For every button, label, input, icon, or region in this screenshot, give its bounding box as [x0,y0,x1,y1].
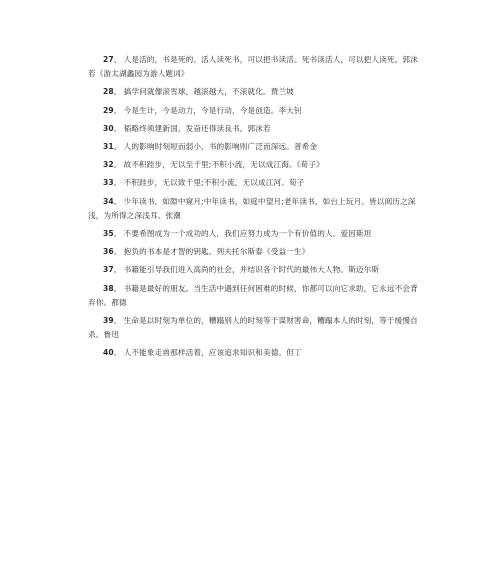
quote-item-38 [88,282,418,310]
quote-number: 37． [103,265,122,275]
quote-text: 抱负的书本是才智的钥匙。列夫托尔斯泰《受益一生》 [123,247,310,257]
quote-number: 28． [103,87,122,97]
quote-item-40 [88,346,418,360]
quote-text: 故不积跬步，无以至千里;不积小流，无以成江海。《荀子》 [123,160,324,170]
quote-text: 书籍能引导我们进入高尚的社会，并结识各个时代的最伟大人物。斯迈尔斯 [123,265,380,275]
quote-text: 韬略终须建新国，发奋还得读良书。郭沫若 [123,123,271,133]
quote-text: 书籍是最好的朋友。当生活中遇到任何困难的时候，你都可以向它求助，它永远不会背弃你。都德 [88,283,418,307]
quote-text: 人是活的，书是死的。活人读死书，可以把书读活。死书读活人，可以把人读死。郭沫若《游太湖蠡园为游人题词》 [88,55,418,79]
quote-item-29 [88,104,418,118]
quote-item-37 [88,263,418,277]
quote-text: 今是生计，今是动力，今是行动，今是创造。李大钊 [123,105,302,115]
quote-item-35 [88,227,418,241]
quote-text: 人不能象走兽那样活着，应该追求知识和美德。但丁 [123,348,302,358]
quote-number: 33． [103,178,122,188]
quote-number: 34． [103,196,122,206]
quote-number: 36． [103,247,122,257]
quote-number: 27． [103,55,122,64]
quote-item-32 [88,158,418,172]
quote-number: 31． [103,142,122,152]
quote-number: 35． [103,229,122,239]
quote-number: 39． [103,316,122,326]
quote-number: 29． [103,105,122,115]
quote-number: 40． [103,348,122,358]
quote-number: 38． [103,283,122,293]
quote-item-36 [88,245,418,259]
quote-item-31 [88,140,418,154]
quote-text: 人的影响时刻短而弱小，书的影响则广泛而深远。普希金 [123,142,318,152]
quote-number: 30． [103,123,122,133]
quote-item-30 [88,122,418,136]
quote-item-34 [88,195,418,223]
quote-text: 不积跬步，无以致千里;不积小流，无以成江河。荀子 [123,178,305,188]
quote-item-28 [88,85,418,99]
quote-item-33 [88,176,418,190]
quote-list [88,53,418,365]
quote-text: 不要希图成为一个成功的人，我们应努力成为一个有价值的人。爱因斯坦 [123,229,372,239]
quote-number: 32． [103,160,122,170]
quote-text: 搞学问就像滚雪球，越滚越大，不滚就化。贾兰坡 [123,87,294,97]
quote-text: 少年读书，如隙中窥月;中年读书，如庭中望月;老年读书，如台上玩月。皆以阅历之深浅，为所得之深浅耳。张潮 [88,196,416,220]
quote-text: 生命是以时刻为单位的，糟蹋别人的时刻等于谋财害命，糟蹋本人的时刻，等于缓慢自杀。鲁迅 [88,316,418,340]
quote-item-27 [88,53,418,81]
quote-item-39 [88,314,418,342]
